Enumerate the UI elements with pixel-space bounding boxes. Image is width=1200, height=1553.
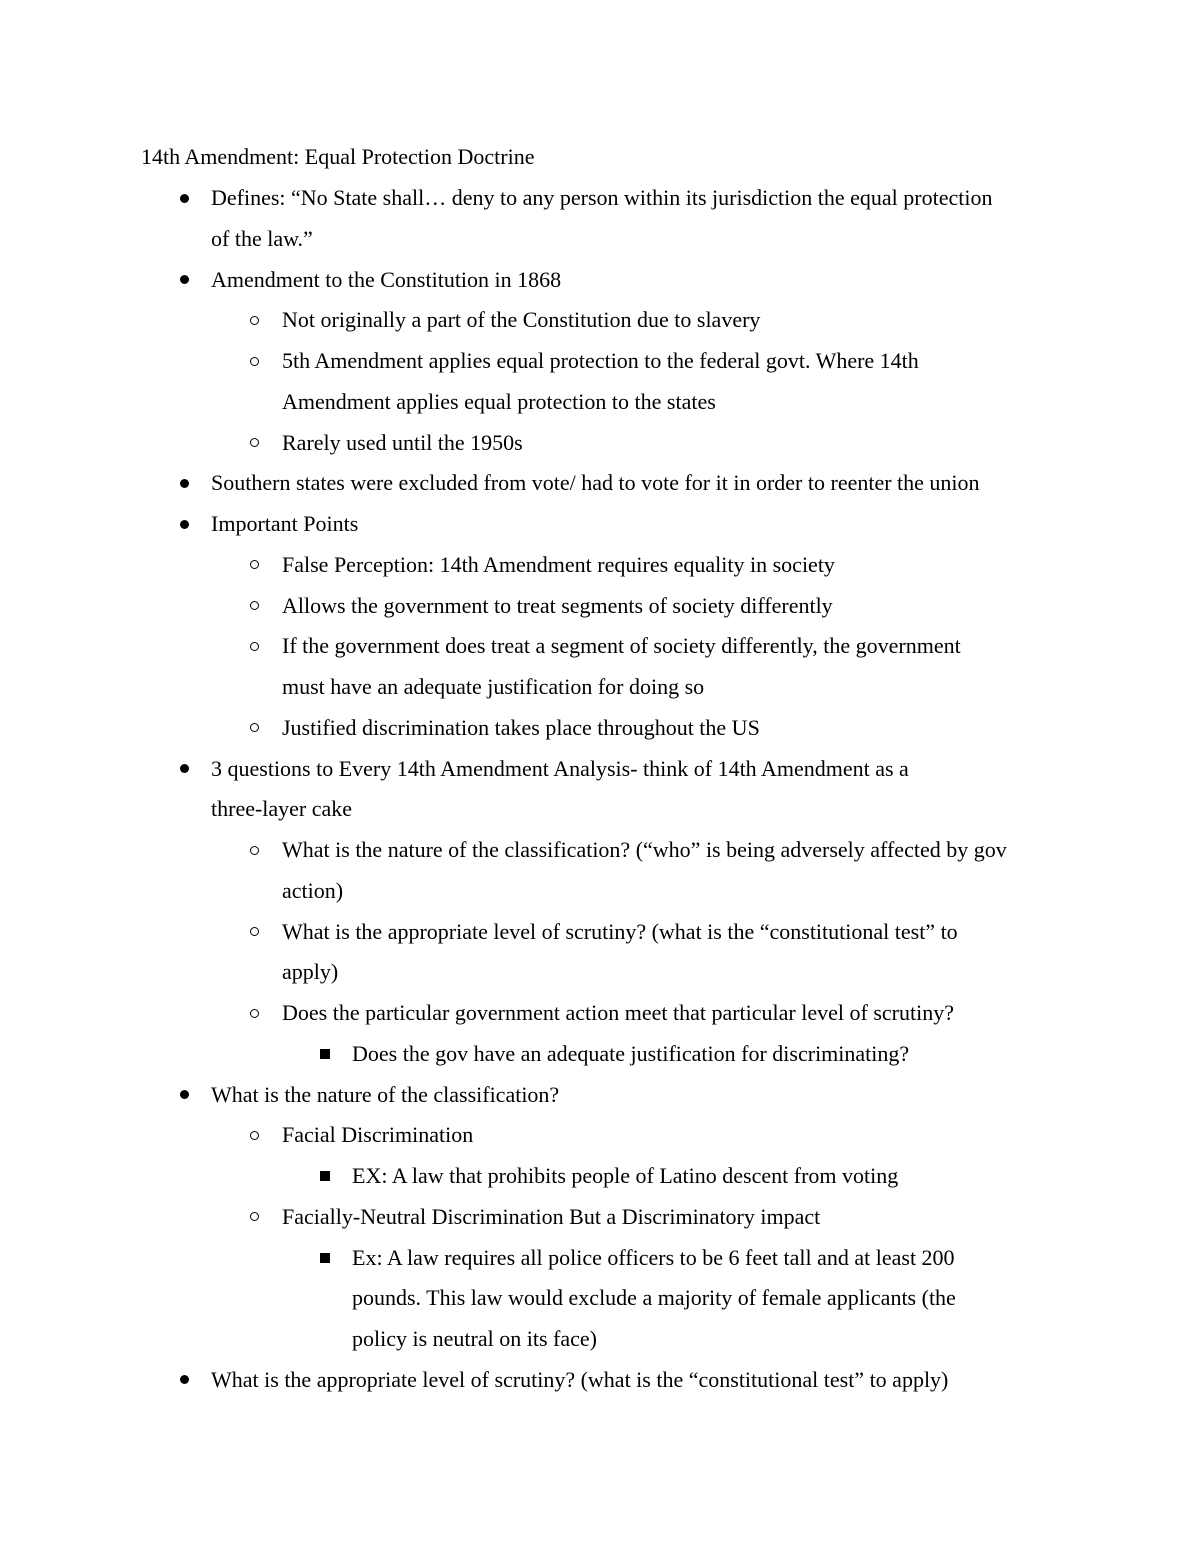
list-item-text: 5th Amendment applies equal protection to the federal govt. Where 14th	[282, 348, 919, 373]
square-bullet-icon	[320, 1253, 330, 1263]
square-bullet-icon	[320, 1049, 330, 1059]
circle-bullet-icon	[250, 1212, 259, 1221]
list-item-text: policy is neutral on its face)	[352, 1326, 597, 1351]
list-item-text: What is the nature of the classification?	[211, 1081, 560, 1107]
list-item-text: False Perception: 14th Amendment requires equality in society	[282, 551, 835, 577]
list-item-text: of the law.”	[211, 225, 313, 251]
list-item-text: Not originally a part of the Constitution due to slavery	[282, 307, 761, 333]
circle-bullet-icon	[250, 438, 259, 447]
list-item-text: Amendment applies equal protection to the states	[282, 388, 716, 414]
list-item-text: Facial Discrimination	[282, 1122, 474, 1148]
disc-bullet-icon	[180, 1090, 189, 1099]
list-item-text: apply)	[282, 959, 339, 985]
disc-bullet-icon	[180, 194, 189, 203]
list-item-text: What is the nature of the classification? (“who” is being adversely affected by gov	[282, 837, 1007, 862]
document-title: 14th Amendment: Equal Protection Doctrine	[141, 144, 535, 169]
circle-bullet-icon	[250, 601, 259, 610]
list-item-text: If the government does treat a segment of society differently, the government	[282, 633, 961, 659]
list-item-text: EX: A law that prohibits people of Latino descent from voting	[352, 1163, 899, 1188]
list-item-text: pounds. This law would exclude a majority of female applicants (the	[352, 1285, 956, 1311]
circle-bullet-icon	[250, 357, 259, 366]
list-item-text: action)	[282, 877, 344, 903]
list-item-text: must have an adequate justification for doing so	[282, 674, 705, 699]
square-bullet-icon	[320, 1171, 330, 1181]
disc-bullet-icon	[180, 1375, 189, 1384]
list-item-text: Important Points	[211, 511, 359, 536]
list-item-text: Does the gov have an adequate justification for discriminating?	[352, 1040, 910, 1066]
list-item-text: Rarely used until the 1950s	[282, 429, 523, 455]
circle-bullet-icon	[250, 1009, 259, 1018]
list-item-text: What is the appropriate level of scrutiny? (what is the “constitutional test” to	[282, 918, 958, 944]
circle-bullet-icon	[250, 560, 259, 569]
list-item-text: Justified discrimination takes place throughout the US	[282, 714, 760, 740]
list-item-text: Ex: A law requires all police officers to be 6 feet tall and at least 200	[352, 1244, 955, 1270]
circle-bullet-icon	[250, 846, 259, 855]
disc-bullet-icon	[180, 275, 189, 284]
list-item-text: Defines: “No State shall… deny to any person within its jurisdiction the equal protection	[211, 185, 993, 210]
list-item-text: Facially-Neutral Discrimination But a Discriminatory impact	[282, 1203, 821, 1229]
list-item-text: Does the particular government action meet that particular level of scrutiny?	[282, 1000, 954, 1025]
disc-bullet-icon	[180, 520, 189, 529]
circle-bullet-icon	[250, 316, 259, 325]
list-item-text: Allows the government to treat segments of society differently	[282, 592, 833, 618]
disc-bullet-icon	[180, 764, 189, 773]
circle-bullet-icon	[250, 1131, 259, 1140]
list-item-text: Amendment to the Constitution in 1868	[211, 266, 562, 292]
circle-bullet-icon	[250, 723, 259, 732]
list-item-text: three-layer cake	[211, 796, 353, 822]
circle-bullet-icon	[250, 927, 259, 936]
list-item-text: Southern states were excluded from vote/ had to vote for it in order to reenter the union	[211, 470, 980, 496]
list-item-text: 3 questions to Every 14th Amendment Analysis- think of 14th Amendment as a	[211, 755, 909, 781]
circle-bullet-icon	[250, 642, 259, 651]
list-item-text: What is the appropriate level of scrutiny? (what is the “constitutional test” to apply)	[211, 1366, 949, 1392]
disc-bullet-icon	[180, 479, 189, 488]
